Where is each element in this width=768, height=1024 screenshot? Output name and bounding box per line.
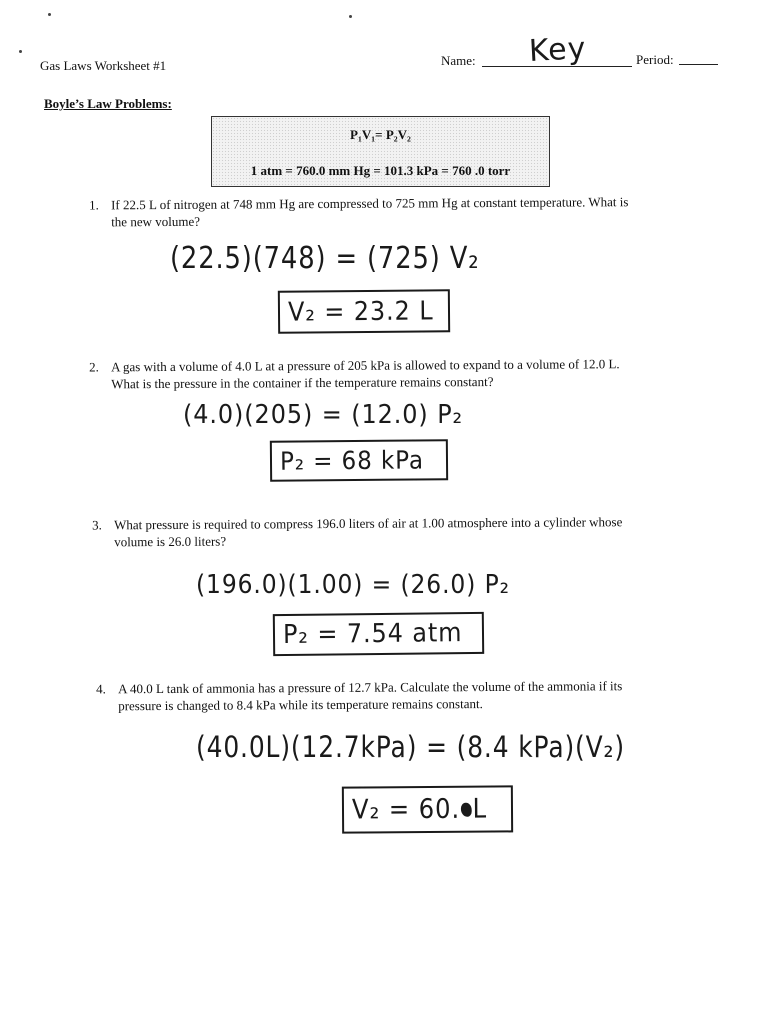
answer-box (342, 785, 513, 833)
scan-speck (349, 15, 352, 18)
question-number: 2. (89, 359, 99, 375)
question-number: 3. (92, 517, 102, 533)
scan-speck (19, 50, 22, 53)
question-number: 1. (89, 197, 99, 213)
period-label: Period: (636, 52, 674, 67)
worked-equation: (22.5)(748) = (725) V₂ (170, 241, 480, 276)
question-4 (0, 672, 768, 714)
answer-box (270, 439, 448, 482)
question-text-line: What is the pressure in the container if the temperature remains constant? (111, 373, 494, 392)
answer-box (278, 289, 450, 333)
worksheet-title: Gas Laws Worksheet #1 (40, 58, 167, 73)
question-number: 4. (96, 681, 106, 697)
boyles-law-equation: P₁V₁= P₂V₂ (350, 127, 411, 142)
question-3 (0, 509, 768, 550)
final-answer-prefix: V₂ = 60. (351, 793, 461, 826)
answer-box (273, 612, 484, 656)
final-answer: P₂ = 7.54 atm (282, 618, 463, 650)
question-text-line: A 40.0 L tank of ammonia has a pressure of 12.7 kPa. Calculate the volume of the ammonia if its (118, 678, 623, 697)
formula-box (211, 116, 550, 187)
question-2 (0, 351, 768, 392)
question-text-line: If 22.5 L of nitrogen at 748 mm Hg are compressed to 725 mm Hg at constant temperature. What is (111, 194, 629, 213)
question-text-line: What pressure is required to compress 196.0 liters of air at 1.00 atmosphere into a cylinder whose (114, 514, 623, 533)
final-answer-unit: L (472, 793, 488, 825)
period-field-line (679, 64, 718, 65)
worked-equation: (4.0)(205) = (12.0) P₂ (183, 400, 464, 430)
worked-equation: (196.0)(1.00) = (26.0) P₂ (196, 570, 510, 600)
final-answer: P₂ = 68 kPa (279, 445, 425, 476)
question-text-line: A gas with a volume of 4.0 L at a pressure of 205 kPa is allowed to expand to a volume of 12.0 L. (111, 356, 620, 375)
section-heading: Boyle’s Law Problems: (44, 96, 172, 111)
scribbled-out-digit (461, 802, 472, 816)
question-text-line: the new volume? (111, 213, 201, 230)
final-answer: V₂ = 23.2 L (287, 295, 434, 328)
name-label: Name: (441, 53, 476, 68)
final-answer (352, 788, 487, 832)
question-1 (0, 189, 768, 230)
scan-speck (48, 13, 51, 16)
worked-equation: (40.0L)(12.7kPa) = (8.4 kPa)(V₂) (196, 730, 626, 764)
name-handwritten-value: Key (528, 31, 588, 69)
question-text-line: pressure is changed to 8.4 kPa while its temperature remains constant. (118, 696, 483, 714)
question-text-line: volume is 26.0 liters? (114, 533, 227, 550)
pressure-conversion: 1 atm = 760.0 mm Hg = 101.3 kPa = 760 .0 torr (250, 163, 511, 178)
